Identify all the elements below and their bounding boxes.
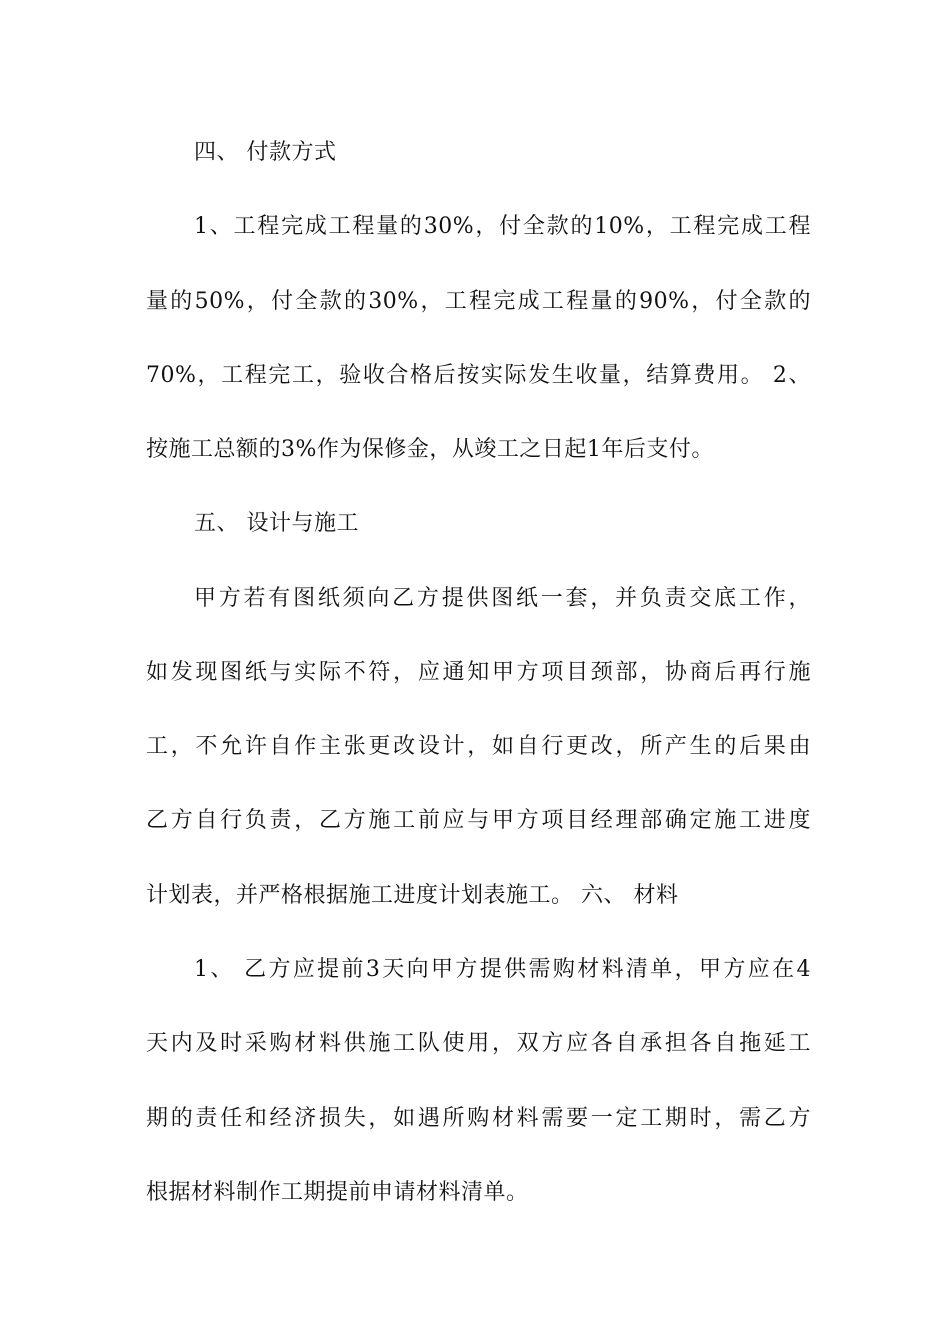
paragraph-line: 如发现图纸与实际不符，应通知甲方项目颈部，协商后再行施 — [146, 660, 811, 685]
section-heading-payment: 四、 付款方式 — [194, 140, 337, 165]
paragraph-line: 量的50%，付全款的30%，工程完成工程量的90%，付全款的 — [146, 289, 811, 314]
paragraph-line: 天内及时采购材料供施工队使用，双方应各自承担各自拖延工 — [146, 1031, 811, 1056]
section-heading-design: 五、 设计与施工 — [194, 511, 359, 536]
paragraph-line: 70%，工程完工，验收合格后按实际发生收量，结算费用。 2、 — [146, 363, 811, 388]
paragraph-line: 工，不允许自作主张更改设计，如自行更改，所产生的后果由 — [146, 734, 811, 759]
paragraph-line: 根据材料制作工期提前申请材料清单。 — [146, 1180, 529, 1205]
paragraph-line: 甲方若有图纸须向乙方提供图纸一套，并负责交底工作， — [194, 586, 811, 611]
paragraph-line: 1、 乙方应提前3天向甲方提供需购材料清单，甲方应在4 — [194, 957, 811, 982]
paragraph-line: 1、工程完成工程量的30%，付全款的10%，工程完成工程 — [194, 214, 811, 239]
paragraph-line: 按施工总额的3%作为保修金，从竣工之日起1年后支付。 — [146, 437, 714, 462]
paragraph-line: 乙方自行负责，乙方施工前应与甲方项目经理部确定施工进度 — [146, 808, 811, 833]
paragraph-line: 期的责任和经济损失，如遇所购材料需要一定工期时，需乙方 — [146, 1106, 811, 1131]
paragraph-line: 计划表，并严格根据施工进度计划表施工。 六、 材料 — [146, 883, 679, 908]
